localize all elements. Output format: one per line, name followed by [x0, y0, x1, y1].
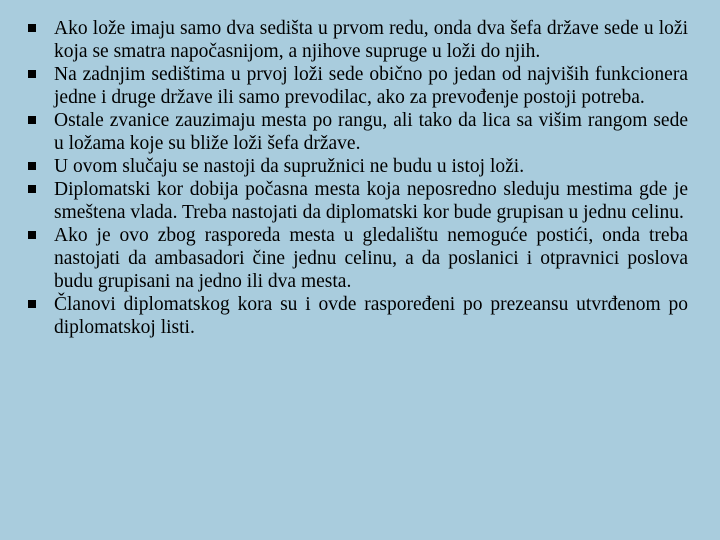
bullet-item — [22, 17, 688, 63]
bullet-text: U ovom slučaju se nastoji da supružnici ne budu u istoj loži. — [54, 156, 525, 177]
bullet-text: Na zadnjim sedištima u prvoj loži sede obično po jedan od najviših funkcionera jedne i druge države ili samo prevodilac, ako za prevođenje postoji potreba. — [54, 64, 688, 108]
bullet-item — [22, 109, 688, 155]
bullet-text: Ako lože imaju samo dva sedišta u prvom redu, onda dva šefa države sede u loži koja se smatra napočasnijom, a njihove supruge u loži do njih. — [54, 18, 688, 62]
bullet-text: Ako je ovo zbog rasporeda mesta u gledalištu nemoguće postići, onda treba nastojati da ambasadori čine jednu celinu, a da poslanici i otpravnici poslova budu grupisani na jedno ili dva mesta. — [54, 225, 688, 292]
square-bullet-icon — [28, 162, 36, 170]
square-bullet-icon — [28, 116, 36, 124]
square-bullet-icon — [28, 24, 36, 32]
bullet-item — [22, 224, 688, 293]
bullet-item — [22, 63, 688, 109]
square-bullet-icon — [28, 185, 36, 193]
square-bullet-icon — [28, 300, 36, 308]
bullet-text: Ostale zvanice zauzimaju mesta po rangu, ali tako da lica sa višim rangom sede u ložama koje su bliže loži šefa države. — [54, 110, 688, 154]
square-bullet-icon — [28, 231, 36, 239]
bullet-item — [22, 178, 688, 224]
bullet-text: Diplomatski kor dobija počasna mesta koja neposredno sleduju mestima gde je smeštena vlada. Treba nastojati da diplomatski kor bude grupisan u jednu celinu. — [54, 179, 688, 223]
bullet-item — [22, 155, 688, 178]
bullet-list — [22, 17, 688, 339]
square-bullet-icon — [28, 70, 36, 78]
bullet-item — [22, 293, 688, 339]
bullet-text: Članovi diplomatskog kora su i ovde raspoređeni po prezeansu utvrđenom po diplomatskoj listi. — [54, 294, 688, 338]
